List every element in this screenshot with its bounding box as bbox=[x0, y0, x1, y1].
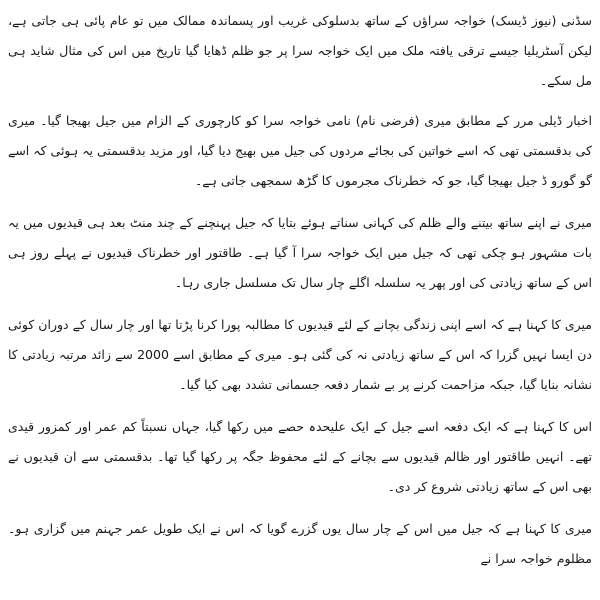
article-paragraph: میری کا کہنا ہے کہ اسے اپنی زندگی بچانے کے لئے قیدیوں کا مطالبہ پورا کرنا پڑتا تھا اور چار سال کے دوران کوئی دن ایسا نہیں گزرا کہ اس کے ساتھ زیادتی نہ کی گئی ہو۔ میری کے مطابق اسے 2000 سے زائد مرتبہ زیادتی کا نشانہ بنایا گیا، جبکہ مزاحمت کرنے پر بے شمار دفعہ جسمانی تشدد بھی کیا گیا۔ bbox=[8, 317, 592, 392]
intro-paragraph: سڈنی (نیوز ڈیسک) خواجہ سراؤں کے ساتھ بدسلوکی غریب اور پسماندہ ممالک میں تو عام پائی ہی جاتی ہے، لیکن آسٹریلیا جیسے ترقی یافتہ ملک میں ایک خواجہ سرا پر جو ظلم ڈھایا گیا تاریخ میں اس کی مثال شاید ہی مل سکے۔ bbox=[8, 13, 592, 88]
article-paragraph: میری نے اپنے ساتھ بیتنے والے ظلم کی کہانی سناتے ہوئے بتایا کہ جیل پہنچنے کے چند منٹ بعد ہی قیدیوں میں یہ بات مشہور ہو چکی تھی کہ جیل میں ایک خواجہ سرا آ گیا ہے۔ طاقتور اور خطرناک قیدیوں نے پہلے روز ہی اس کے ساتھ زیادتی کی اور پھر یہ سلسلہ اگلے چار سال تک مسلسل جاری رہا۔ bbox=[8, 215, 592, 290]
article-paragraph: میری کا کہنا ہے کہ جیل میں اس کے چار سال یوں گزرے گویا کہ اس نے ایک طویل عمر جہنم میں گزاری ہو۔ مظلوم خواجہ سرا نے bbox=[8, 521, 592, 566]
article-paragraph: اس کا کہنا ہے کہ ایک دفعہ اسے جیل کے ایک علیحدہ حصے میں رکھا گیا، جہاں نسبتاً کم عمر اور کمزور قیدی تھے۔ انہیں طاقتور اور ظالم قیدیوں سے بچانے کے لئے محفوظ جگہ پر رکھا گیا تھا۔ بدقسمتی سے ان قیدیوں نے بھی اس کے ساتھ زیادتی شروع کر دی۔ bbox=[8, 419, 592, 494]
article-paragraph: اخبار ڈیلی مرر کے مطابق میری (فرضی نام) نامی خواجہ سرا کو کارچوری کے الزام میں جیل بھیجا گیا۔ میری کی بدقسمتی تھی کہ اسے خواتین کی بجائے مردوں کی جیل میں بھیج دیا گیا، اور مزید بدقسمتی یہ ہوئی کہ اسے گو گورو ڈ جیل بھیجا گیا، جو کہ خطرناک مجرموں کا گڑھ سمجھی جاتی ہے۔ bbox=[8, 113, 592, 188]
